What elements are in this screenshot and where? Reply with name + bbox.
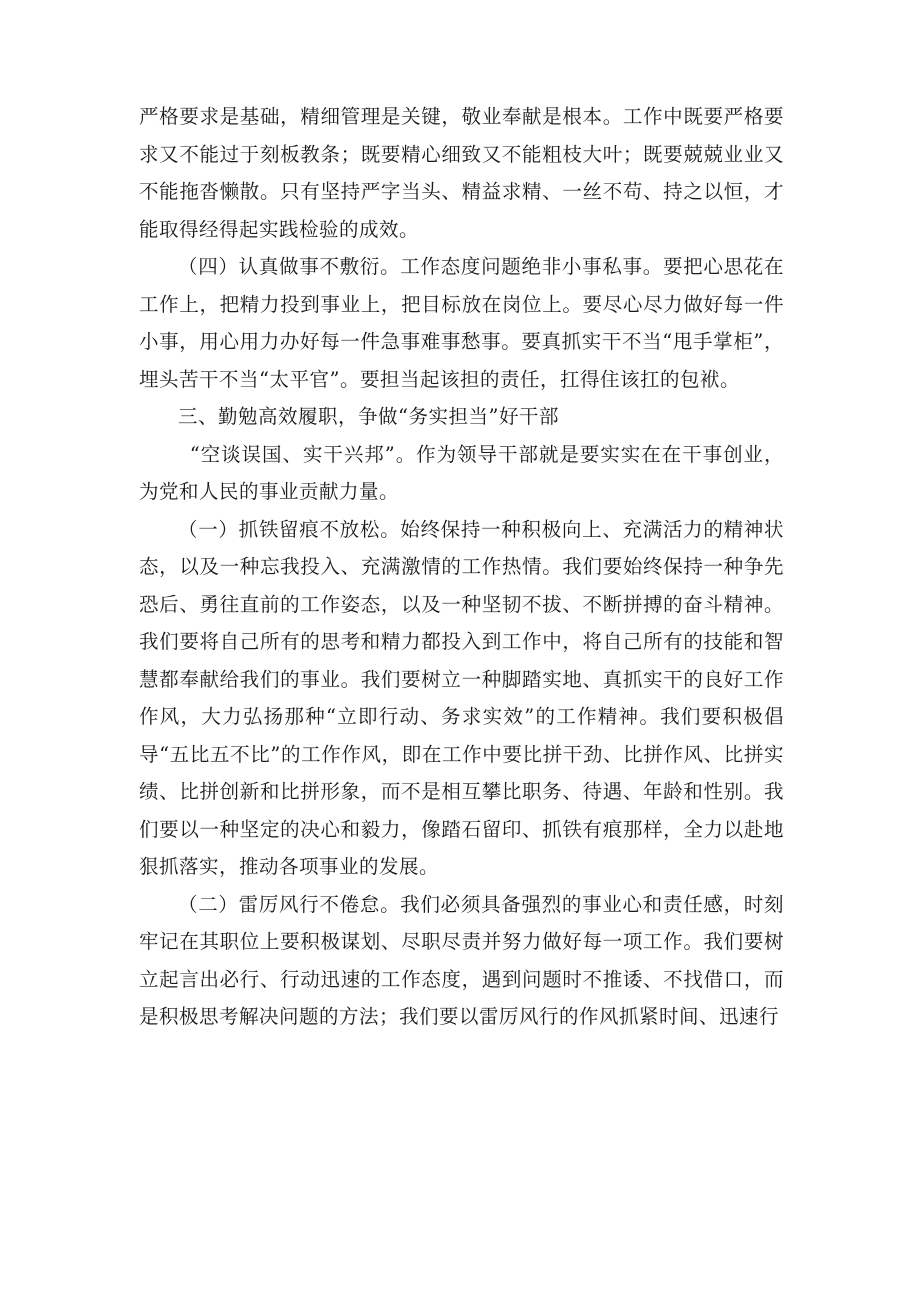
section-heading-3: 三、勤勉高效履职，争做“务实担当”好干部 <box>178 405 559 428</box>
paragraph-section-1: （一）抓铁留痕不放松。始终保持一种积极向上、充满活力的精神状态，以及一种忘我投入、充满激情的工作热情。我们要始终保持一种争先恐后、勇往直前的工作姿态，以及一种坚韧不拔、不断拼搏的奋斗精神。我们要将自己所有的思考和精力都投入到工作中，将自己所有的技能和智慧都奉献给我们的事业。我们要树立一种脚踏实地、真抓实干的良好工作作风，大力弘扬那种“立即行动、务求实效”的工作精神。我们要积极倡导“五比五不比”的工作作风，即在工作中要比拼干劲、比拼作风、比拼实绩、比拼创新和比拼形象，而不是相互攀比职务、待遇、年龄和性别。我们要以一种坚定的决心和毅力，像踏石留印、抓铁有痕那样，全力以赴地狠抓落实，推动各项事业的发展。 <box>139 517 784 878</box>
document-body <box>139 98 784 1036</box>
paragraph-section-4: （四）认真做事不敷衍。工作态度问题绝非小事私事。要把心思花在工作上，把精力投到事业上，把目标放在岗位上。要尽心尽力做好每一件小事，用心用力办好每一件急事难事愁事。要真抓实干不当“甩手掌柜”，埋头苦干不当“太平官”。要担当起该担的责任，扛得住该扛的包袱。 <box>139 255 784 391</box>
paragraph-continued: 严格要求是基础，精细管理是关键，敬业奉献是根本。工作中既要严格要求又不能过于刻板教条；既要精心细致又不能粗枝大叶；既要兢兢业业又不能拖沓懒散。只有坚持严字当头、精益求精、一丝不苟、持之以恒，才能取得经得起实践检验的成效。 <box>139 105 784 241</box>
paragraph-quote: “空谈误国、实干兴邦”。作为领导干部就是要实实在在干事创业，为党和人民的事业贡献力量。 <box>139 442 784 503</box>
paragraph-section-2: （二）雷厉风行不倦怠。我们必须具备强烈的事业心和责任感，时刻牢记在其职位上要积极谋划、尽职尽责并努力做好每一项工作。我们要树立起言出必行、行动迅速的工作态度，遇到问题时不推诿、不找借口，而是积极思考解决问题的方法；我们要以雷厉风行的作风抓紧时间、迅速行 <box>139 892 784 1028</box>
